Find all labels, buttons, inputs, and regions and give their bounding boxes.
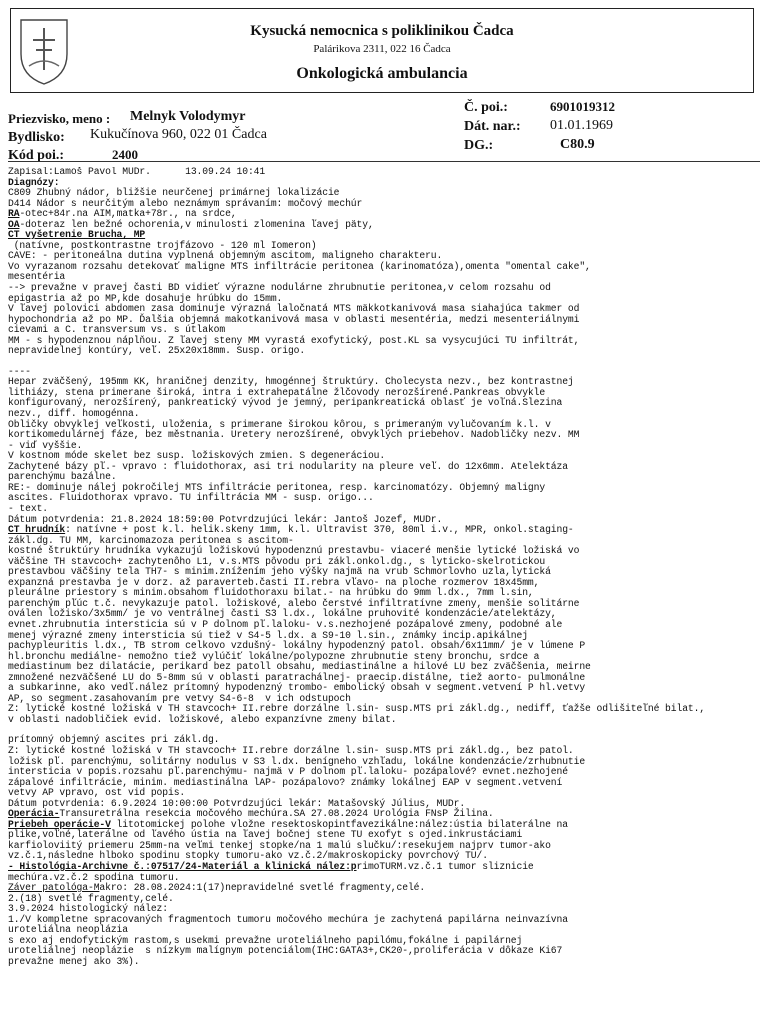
report-line: RA-otec+84r.na AIM,matka+78r., na srdce, (8, 208, 237, 220)
report-line: 1./V kompletne spracovaných fragmentoch tumoru močového mechúra je zachytená papilárna neinvazívna (8, 913, 568, 925)
report-line: uroteliálna neoplázia (8, 924, 128, 936)
patient-name: Melnyk Volodymyr (130, 109, 246, 124)
report-line: Hepar zväčšený, 195mm KK, hraničnej denzity, hmogénnej štruktúry. Cholecysta nezv., bez kontrastnej (8, 376, 574, 388)
report-line: plike,voľné,laterálne od ľavého ústia na ľavej bočnej stene TU exofyt s ojed.inkrustáciami (8, 829, 523, 841)
report-line: prestavbou väčšiny tela TH7- s minim.znížením jeho výšky najmä na vrub Schmorlovho uzla,lytická (8, 566, 551, 578)
report-line: konfigurovaný, nerozšírený, pankreatický vývod je jemný, peripankreatická oblasť je voľná.Slezina (8, 397, 563, 409)
report-line: nepravidelnej kontúry, veľ. 25x20x18mm. Susp. origo. (8, 345, 306, 357)
report-line: ascites. Fluidothorax vpravo. TU infiltrácia MM - susp. origo... (8, 492, 374, 504)
patient-address: Kukučínova 960, 022 01 Čadca (90, 127, 267, 142)
report-line: uroteliálnej neoplázie s nízkym malígnym potenciálom(IHC:GATA3+,CK20-,proliferácia v dôkaze Ki67 (8, 945, 563, 957)
report-line: V kostnom móde skelet bez susp. ložiskových zmien. S degeneráciou. (8, 450, 386, 462)
report-line: mechúra.vz.č.2 spodina tumoru. (8, 871, 180, 883)
report-line: 2.(18) svetlé fragmenty,celé. (8, 892, 174, 904)
report-line: hypochondria až po MP. Ďalšia objemná makotkanivová masa v oblasti mesentéria, medzi mesenteriálnymi (8, 313, 580, 325)
report-line: vz.č.1,následne hlboko spodinu stopky tumoru-ako vz.č.2/makroskopicky povrchový TU/. (8, 850, 488, 862)
insurance-code-label: Kód poi.: (8, 148, 65, 163)
report-line: - text. (8, 502, 48, 514)
report-line: D414 Nádor s neurčitým alebo neznámym správaním: močový mechúr (8, 197, 363, 209)
report-line: pachypleuritis l.dx., TB strom celkovo vzdušný- lokálny hypodenzný patol. obsah/6x11mm/ je v lúmene P (8, 640, 586, 652)
hospital-name: Kysucká nemocnica s poliklinikou Čadca (250, 23, 514, 39)
report-line: Dátum potvrdenia: 21.8.2024 18:59:00 Potvrdzujúci lekár: Jantoš Jozef, MUDr. (8, 513, 443, 525)
report-line: prítomný objemný ascites pri zákl.dg. (8, 734, 220, 746)
report-line: epigastria až po MP,kde dosahuje hrúbku do 15mm. (8, 292, 283, 304)
report-line: Priebeh operácie-V litotomickej polohe vložne resektoskopintfavezikálne:nález:ústia bilaterálne na (8, 818, 568, 830)
report-line: Z: lytické kostné ložiská v TH stavcoch+ II.rebre dorzálne l.sin- susp.MTS pri zákl.dg., bez patol. (8, 744, 574, 756)
diagnosis-label: DG.: (464, 138, 494, 153)
report-line: zmnožené nezväčšené LU do 5-8mm sú v oblasti paratrachálnej- praecip.distálne, tiež aorto- pulmonálne (8, 671, 586, 683)
report-line: lithiázy, stena primerane široká, intra i extrahepatálne žlčovody nerozšírené.Pankreas obvykle (8, 386, 546, 398)
report-line: kortikomedulárnej fáze, bez městnania. Uretery nerozšírené, obvyklých priebehov. Nadobličky nezv. MM (8, 429, 580, 441)
report-line: parenchým pľúc t.č. nevykazuje patol. ložiskové, alebo čerstvé infiltratívne zmeny, menšie solitárne (8, 597, 580, 609)
report-line: karfioloviitý priemeru 25mm-na veľmi tenkej stopke/na 1 malú slučku/:resekujem najprv tumor-ako (8, 839, 551, 851)
report-line: kostné štruktúry hrudníka vykazujú ložiskovú hypodenznú prestavbu- viaceré menšie lytické ložiská vo (8, 545, 580, 557)
report-line: - viď vyššie. (8, 439, 83, 451)
report-line: mesentéria (8, 271, 66, 283)
hospital-header (10, 8, 754, 93)
department-name: Onkologická ambulancia (296, 65, 468, 82)
report-line: intersticia v popis.rozsahu pľ.parenchýmu- najmä v P dolnom pľ.laloku- pozápalové? evnet.nezhojené (8, 766, 568, 778)
report-line: MM - s hypodenznou náplňou. Z ľavej steny MM vyrastá exofytický, post.KL sa vysycujúci TU infiltrát, (8, 334, 580, 346)
report-line: mediastinum bez dilatácie, perikard bez patoll obsahu, mediastinálne a hilové LU bez zväčšenia, meirne (8, 661, 591, 673)
report-line: Operácia-Transuretrálna resekcia močového mechúra.SA 27.08.2024 Urológia FNsP Žilina. (8, 808, 494, 820)
insurance-number-label: Č. poi.: (464, 100, 508, 115)
report-line: cievami a C. transversum vs. s útlakom (8, 324, 226, 336)
report-line: AP, so segment.zasahovaním pre vetvy S4-6-8 v ich odstupoch (8, 692, 351, 704)
report-line: RE:- dominuje nálej pokročilej MTS infiltrácie peritonea, resp. karcinomatózy. Objemný maligny (8, 481, 546, 493)
report-line: s exo aj endofytickým rastom,s usekmi prevažne uroteliálneho papilómu,fokálne i papilárnej (8, 934, 523, 946)
insurance-number: 6901019312 (550, 99, 615, 114)
report-line: parenchýmu bazálne. (8, 471, 117, 483)
report-line: ložisk pľ. parenchýmu, solitárny nodulus v S3 l.dx. benígneho vzhľadu, lokálne kondenzácie/zrhubnutie (8, 755, 586, 767)
report-line: CAVE: - peritoneálna dutina vyplnená objemným ascitom, maligneho charakteru. (8, 250, 443, 262)
patient-name-label: Priezvisko, meno : (8, 111, 111, 126)
report-line: ---- (8, 365, 31, 377)
report-line: V ľavej polovici abdomen zasa dominuje výrazná laločnatá MTS mäkkotkanivová masa siahajúca takmer od (8, 303, 580, 315)
insurance-code: 2400 (112, 147, 138, 162)
birth-date: 01.01.1969 (550, 118, 613, 133)
report-line: 3.9.2024 histologický nález: (8, 903, 168, 915)
patient-info (8, 96, 758, 162)
report-line: nezv., diff. homogénna. (8, 408, 140, 420)
header-divider (8, 161, 760, 162)
report-line: Obličky obvyklej veľkosti, uloženia, s primerane širokou kôrou, s primeraným vylučovaním k.l. v (8, 418, 551, 430)
report-line: a subkarinne, ako vedľ.nález prítomný hypodenzný trombo- embolický obsah v segment.vetvení P hl.vetvy (8, 682, 586, 694)
patient-address-label: Bydlisko: (8, 130, 65, 145)
report-line: CT vyšetrenie Brucha, MP (8, 229, 146, 241)
birth-date-label: Dát. nar.: (464, 119, 521, 134)
report-line: --> prevažne v pravej časti BD vidieť výrazne nodulárne zhrubnutie peritonea,v celom rozsahu od (8, 282, 551, 294)
report-line: menej výrazné zmeny intersticia sú tiež v S4-5 l.dx. a S9-10 l.sin., známky incip.apikálnej (8, 629, 528, 641)
report-line: Dátum potvrdenia: 6.9.2024 10:00:00 Potvrdzujúci lekár: Matašovský Július, MUDr. (8, 797, 466, 809)
report-line: (natívne, postkontrastne trojfázovo - 120 ml Iomeron) (8, 239, 317, 251)
report-line: OA-doteraz len bežné ochorenia,v minulosti zlomenina ľavej päty, (8, 218, 374, 230)
report-line: vetvy AP vpravo, ost vid popis. (8, 787, 186, 799)
report-line: Diagnózy: (8, 176, 60, 188)
report-line: prevažne menej ako 3%). (8, 955, 140, 967)
report-spacer (8, 357, 760, 367)
hospital-address: Palárikova 2311, 022 16 Čadca (313, 43, 451, 55)
report-line: Zapisal:Lamoš Pavol MUDr. 13.09.24 10:41 (8, 167, 266, 177)
report-line: pleurálne priestory s minim.obsahom fluidothoraxu bilat.- na hrúbku do 9mm l.dx., 7mm l.sin, (8, 587, 534, 599)
medical-report (8, 167, 760, 1019)
report-line: v oblasti nadobličiek evid. ložiskové, alebo expanzívne zmeny bilat. (8, 713, 397, 725)
report-line: zákl.dg. TU MM, karcinomazoza peritonea s ascitom- (8, 534, 294, 546)
report-line: Záver patológa-Makro: 28.08.2024:1(17)nepravidelné svetlé fragmenty,celé. (8, 882, 426, 894)
report-line: - Histológia-Archivne č.:07517/24-Materiál a klinická nález:primoTURM.vz.č.1 tumor sliznicie (8, 861, 534, 872)
report-line: expanzná prestavba je v dorz. až paraverteb.časti II.rebra vľavo- na ploche rozmerov 18x45mm, (8, 576, 540, 588)
report-line: CT hrudník: natívne + post k.l. helik.skeny 1mm, k.l. Ultravist 370, 80ml i.v., MPR, onkol.staging- (8, 524, 574, 536)
report-line: hl.bronchu mediálne- nemožno tiež vylúčiť lokálne/polypozne zhrubnutie steny bronchu, srdce a (8, 650, 540, 662)
diagnosis-code: C80.9 (560, 137, 595, 152)
report-line: Vo vyrazanom rozsahu detekovať maligne MTS infiltrácie peritonea (karinomatóza),omenta "omental cake", (8, 260, 591, 272)
report-line: zápalové infiltrácie, minim. mediastinálna lAP- pozápalovo? známky lokálnej EAP v segment.vetvení (8, 776, 563, 788)
report-line: evnet.zhrubnutia intersticia sú v P dolnom pľ.laloku- v.s.nezhojené pozápalové zmeny, podobné ale (8, 618, 563, 630)
report-line: Zachytené bázy pľ.- vpravo : fluidothorax, asi tri nodularity na pleure veľ. do 12x6mm. Atelektáza (8, 460, 568, 472)
report-line: C809 Zhubný nádor, bližšie neurčenej primárnej lokalizácie (8, 187, 340, 199)
report-line: väčšine TH stavcoch+ zachytenôho L1, v.s.MTS pôvodu pri zákl.onkol.dg., s lyticko-skelrotickou (8, 555, 546, 567)
report-line: Z: lytické kostné ložiská v TH stavcoch+ II.rebre dorzálne l.sin- susp.MTS pri zákl.dg., nediff, ťažše odlišiteľné bilat., (8, 703, 706, 715)
report-line: oválen ložisko/3x5mm/ je vo ventrálnej časti S3 l.dx., lokálne pruhovité kondenzácie/atelektázy, (8, 608, 557, 620)
